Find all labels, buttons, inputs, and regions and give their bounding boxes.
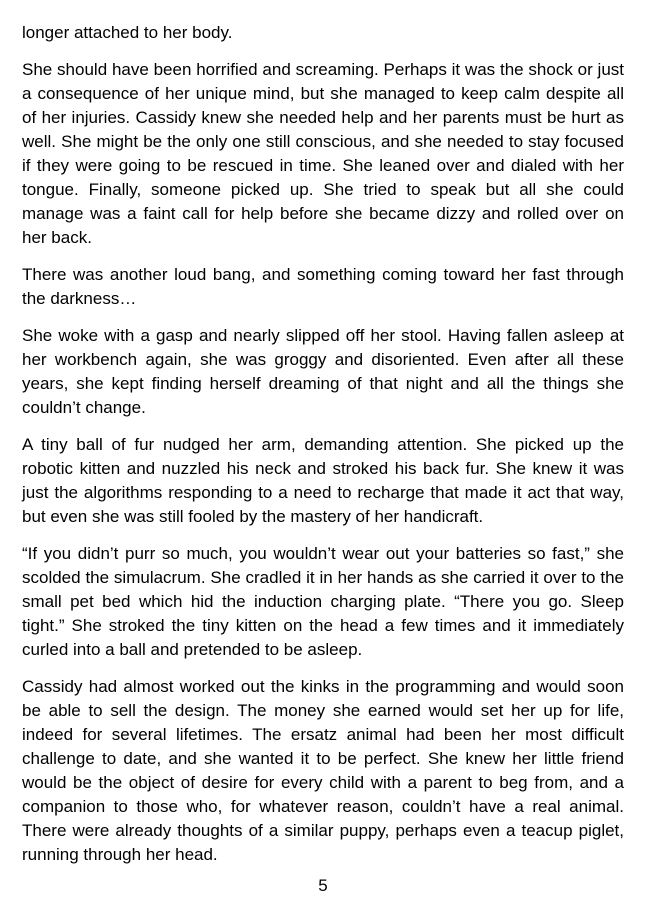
page-body-text xyxy=(22,21,624,867)
body-paragraph: A tiny ball of fur nudged her arm, demanding attention. She picked up the robotic kitten and nuzzled his neck and stroked his back fur. She knew it was just the algorithms responding to a need to recharge that made it act that way, but even she was still fooled by the mastery of her handicraft. xyxy=(22,435,624,526)
body-paragraph: She should have been horrified and screaming. Perhaps it was the shock or just a consequence of her unique mind, but she managed to keep calm despite all of her injuries. Cassidy knew she needed help and her parents must be hurt as well. She might be the only one still conscious, and she needed to stay focused if they were going to be rescued in time. She leaned over and dialed with her tongue. Finally, someone picked up. She tried to speak but all she could manage was a faint call for help before she became dizzy and rolled over on her back. xyxy=(22,60,624,247)
body-paragraph: She woke with a gasp and nearly slipped off her stool. Having fallen asleep at her workbench again, she was groggy and disoriented. Even after all these years, she kept finding herself dreaming of that night and all the things she couldn’t change. xyxy=(22,326,624,417)
body-paragraph: Cassidy had almost worked out the kinks in the programming and would soon be able to sell the design. The money she earned would set her up for life, indeed for several lifetimes. The ersatz animal had been her most difficult challenge to date, and she wanted it to be perfect. She knew her little friend would be the object of desire for every child with a parent to beg from, and a companion to those who, for whatever reason, couldn’t have a real animal. There were already thoughts of a similar puppy, perhaps even a teacup piglet, running through her head. xyxy=(22,677,624,864)
body-paragraph: “If you didn’t purr so much, you wouldn’t wear out your batteries so fast,” she scolded the simulacrum. She cradled it in her hands as she carried it over to the small pet bed which hid the induction charging plate. “There you go. Sleep tight.” She stroked the tiny kitten on the head a few times and it immediately curled into a ball and pretended to be asleep. xyxy=(22,544,624,659)
body-paragraph: There was another loud bang, and something coming toward her fast through the darkness… xyxy=(22,265,624,308)
page-number: 5 xyxy=(318,876,328,895)
body-paragraph: longer attached to her body. xyxy=(22,23,233,42)
